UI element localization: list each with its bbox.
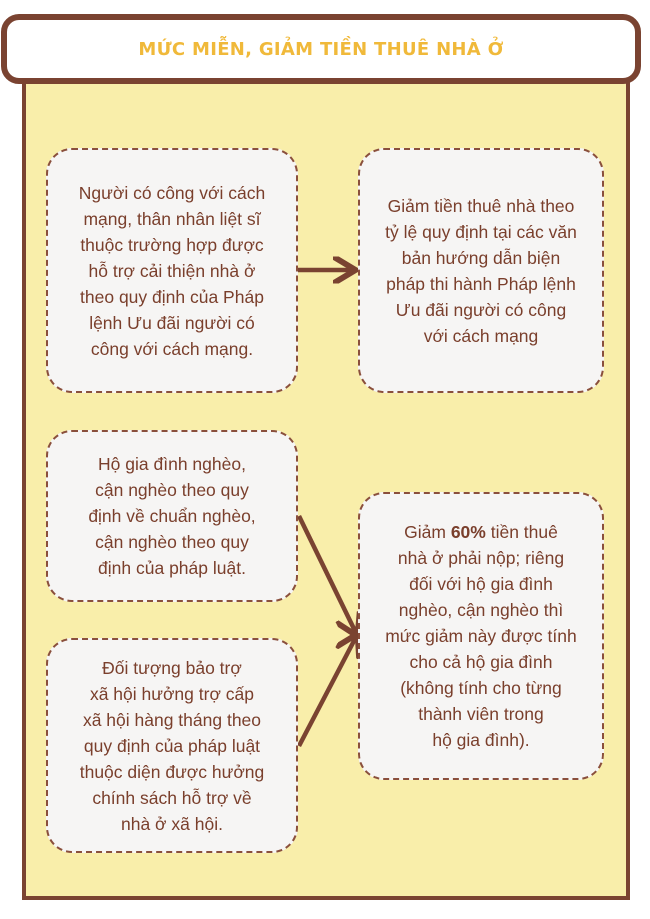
box-line: công với cách mạng. (90, 338, 254, 359)
box-line: hộ gia đình). (432, 730, 530, 750)
box-line: theo quy định của Pháp (80, 286, 264, 307)
box-text (385, 519, 577, 753)
box-line: thuộc diện được hưởng (79, 761, 265, 782)
box-line: Giảm 60% tiền thuê (404, 522, 558, 542)
box-line: định của pháp luật. (98, 558, 246, 578)
box-line: bản hướng dẫn biện (401, 247, 561, 268)
box-line: nghèo, cận nghèo thì (398, 600, 564, 620)
highlight-percent: 60% (450, 522, 486, 542)
box-line: nhà ở phải nộp; riêng (397, 548, 565, 568)
box-line: thuộc trường hợp được (80, 234, 264, 255)
box-line: cận nghèo theo quy (95, 532, 249, 552)
box-line: quy định của pháp luật (83, 735, 261, 756)
box-line: đối với hộ gia đình (409, 574, 553, 594)
social-protection-box (46, 638, 298, 853)
box-text (385, 193, 577, 349)
box-text (80, 655, 265, 837)
box-line: mức giảm này được tính (385, 626, 577, 646)
box-line: tỷ lệ quy định tại các văn (385, 221, 577, 242)
box-line: xã hội hàng tháng theo (82, 709, 262, 730)
box-line: hỗ trợ cải thiện nhà ở (88, 260, 256, 281)
poor-households-box (46, 430, 298, 602)
box-line: định về chuẩn nghèo, (88, 506, 256, 526)
box-line: nhà ở xã hội. (121, 813, 223, 834)
title-bar (1, 14, 641, 84)
box-line: Người có công với cách (78, 182, 266, 203)
box-text (88, 451, 255, 581)
box-line: Đối tượng bảo trợ (102, 657, 242, 678)
box-line: cận nghèo theo quy (95, 480, 249, 500)
box-line: Ưu đãi người có công (395, 299, 567, 320)
box-line: chính sách hỗ trợ về (92, 787, 252, 808)
box-line: Hộ gia đình nghèo, (98, 454, 246, 474)
box-line: xã hội hưởng trợ cấp (89, 683, 255, 704)
box-text (79, 180, 265, 362)
revolutionary-rent-reduction-box (358, 148, 604, 393)
box-line: pháp thi hành Pháp lệnh (386, 273, 576, 294)
box-line: mạng, thân nhân liệt sĩ (83, 208, 261, 229)
box-line: lệnh Ưu đãi người có (89, 312, 255, 333)
box-line: cho cả hộ gia đình (409, 652, 553, 672)
box-line: Giảm tiền thuê nhà theo (387, 195, 575, 216)
box-line: thành viên trong (418, 704, 544, 724)
sixty-percent-reduction-box (358, 492, 604, 780)
arrow-poor-to-reduction (299, 516, 356, 633)
revolutionary-beneficiaries-box (46, 148, 298, 393)
box-line: với cách mạng (423, 325, 539, 346)
box-line: (không tính cho từng (400, 678, 562, 698)
box-lines-rest (385, 545, 577, 753)
arrow-social-to-reduction (299, 637, 356, 746)
page-title: MỨC MIỄN, GIẢM TIỀN THUÊ NHÀ Ở (138, 38, 504, 60)
